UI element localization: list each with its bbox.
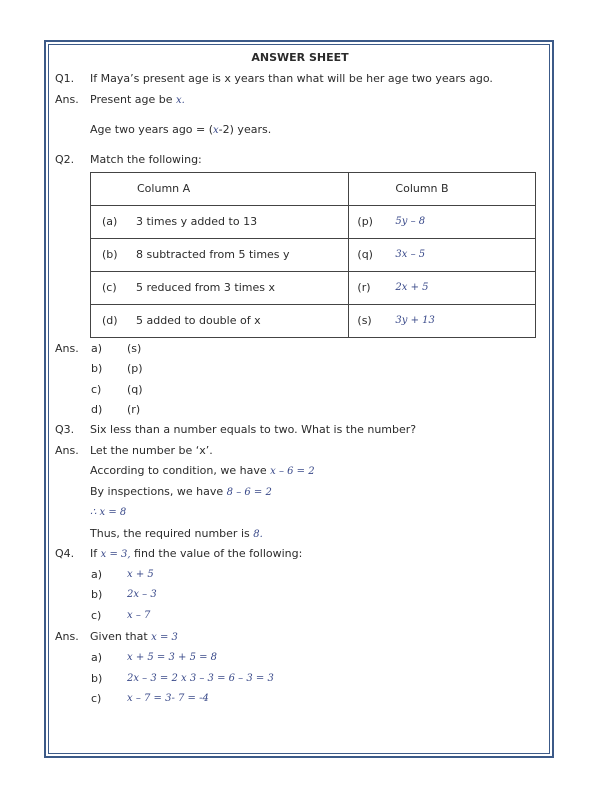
table-row bbox=[91, 305, 536, 338]
solution-expr: x + 5 = 3 + 5 = 8 bbox=[127, 652, 218, 663]
row-b-text: 3x – 5 bbox=[395, 249, 426, 260]
row-b-tag: (p) bbox=[357, 215, 373, 228]
table-header-row bbox=[91, 173, 536, 206]
column-a-title: Column A bbox=[137, 182, 191, 195]
q1-ans-line2 bbox=[90, 123, 271, 138]
column-b-title: Column B bbox=[395, 182, 449, 195]
page-title: ANSWER SHEET bbox=[251, 51, 349, 64]
answer-value: (r) bbox=[127, 403, 141, 416]
q3-ans-line5 bbox=[90, 527, 263, 542]
q1-ans-line2-expr: x bbox=[213, 125, 219, 136]
table-row bbox=[91, 206, 536, 239]
q3-ans-line5-text: Thus, the required number is bbox=[90, 527, 250, 540]
row-a-text: 8 subtracted from 5 times y bbox=[136, 248, 290, 261]
q4-given-expr: x = 3 bbox=[151, 632, 178, 643]
row-a-tag: (a) bbox=[102, 215, 118, 228]
row-b-tag: (q) bbox=[357, 248, 373, 261]
row-b-text: 2x + 5 bbox=[395, 282, 429, 293]
row-a-text: 3 times y added to 13 bbox=[136, 215, 258, 228]
q3-ans-line2-expr: x – 6 = 2 bbox=[270, 466, 315, 477]
q1-ans-line1-var: x. bbox=[176, 95, 185, 106]
q3-label: Q3. bbox=[55, 423, 75, 436]
solution-expr: x – 7 = 3- 7 = -4 bbox=[127, 693, 209, 704]
solution-letter: b) bbox=[91, 672, 103, 685]
solution-letter: c) bbox=[91, 692, 102, 705]
answer-letter: c) bbox=[91, 383, 102, 396]
table-row bbox=[91, 239, 536, 272]
row-b-text: 5y – 8 bbox=[395, 216, 426, 227]
match-table bbox=[90, 172, 536, 338]
q4-question-post: find the value of the following: bbox=[134, 547, 303, 560]
q2-ans-label: Ans. bbox=[55, 342, 79, 355]
table-row bbox=[91, 272, 536, 305]
q4-given bbox=[90, 630, 178, 645]
column-a-header bbox=[91, 173, 349, 206]
part-letter: a) bbox=[91, 568, 103, 581]
q1-ans-line2-end: -2) years. bbox=[218, 123, 272, 136]
page-border-inner bbox=[48, 44, 550, 754]
part-letter: b) bbox=[91, 588, 103, 601]
q2-question: Match the following: bbox=[90, 153, 202, 166]
q1-ans-line1 bbox=[90, 93, 185, 108]
solution-letter: a) bbox=[91, 651, 103, 664]
q3-ans-line2 bbox=[90, 464, 315, 479]
part-expr: 2x – 3 bbox=[127, 589, 157, 600]
q4-question-expr: x = 3, bbox=[100, 549, 131, 560]
q3-ans-line5-expr: 8. bbox=[253, 529, 263, 540]
q3-ans-line3 bbox=[90, 485, 272, 500]
q4-label: Q4. bbox=[55, 547, 75, 560]
part-expr: x + 5 bbox=[127, 569, 154, 580]
answer-value: (q) bbox=[127, 383, 143, 396]
q4-question bbox=[90, 547, 302, 562]
q4-given-text: Given that bbox=[90, 630, 148, 643]
answer-value: (s) bbox=[127, 342, 142, 355]
q1-ans-line2-text: Age two years ago = ( bbox=[90, 123, 214, 136]
q3-ans-line1: Let the number be ‘x’. bbox=[90, 444, 213, 457]
row-a-tag: (d) bbox=[102, 314, 118, 327]
row-b-tag: (r) bbox=[357, 281, 371, 294]
q3-ans-line3-expr: 8 – 6 = 2 bbox=[226, 487, 272, 498]
q1-question: If Maya’s present age is x years than what will be her age two years ago. bbox=[90, 72, 493, 85]
q3-ans-label: Ans. bbox=[55, 444, 79, 457]
q3-question: Six less than a number equals to two. What is the number? bbox=[90, 423, 417, 436]
row-b-text: 3y + 13 bbox=[395, 315, 435, 326]
part-expr: x – 7 bbox=[127, 610, 151, 621]
q4-ans-label: Ans. bbox=[55, 630, 79, 643]
solution-expr: 2x – 3 = 2 x 3 – 3 = 6 – 3 = 3 bbox=[127, 673, 274, 684]
part-letter: c) bbox=[91, 609, 102, 622]
q3-ans-line2-text: According to condition, we have bbox=[90, 464, 267, 477]
row-a-tag: (c) bbox=[102, 281, 117, 294]
row-a-text: 5 reduced from 3 times x bbox=[136, 281, 275, 294]
q1-label: Q1. bbox=[55, 72, 75, 85]
row-b-tag: (s) bbox=[357, 314, 372, 327]
row-a-tag: (b) bbox=[102, 248, 118, 261]
answer-letter: d) bbox=[91, 403, 103, 416]
answer-letter: b) bbox=[91, 362, 103, 375]
q4-question-pre: If bbox=[90, 547, 98, 560]
column-b-header bbox=[349, 173, 536, 206]
q3-ans-line3-text: By inspections, we have bbox=[90, 485, 224, 498]
q3-ans-line4: ∴ x = 8 bbox=[90, 507, 127, 518]
q1-ans-line1-text: Present age be bbox=[90, 93, 173, 106]
row-a-text: 5 added to double of x bbox=[136, 314, 261, 327]
answer-value: (p) bbox=[127, 362, 143, 375]
answer-letter: a) bbox=[91, 342, 103, 355]
q2-label: Q2. bbox=[55, 153, 75, 166]
q1-ans-label: Ans. bbox=[55, 93, 79, 106]
